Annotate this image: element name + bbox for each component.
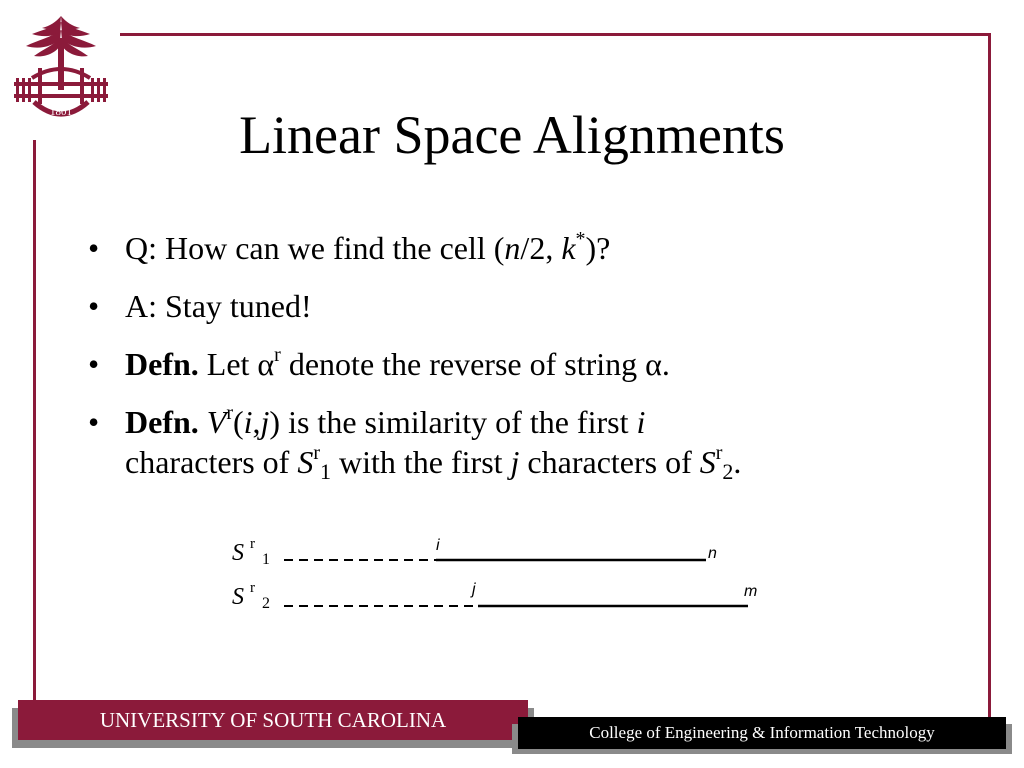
final-period: . bbox=[733, 444, 742, 480]
question-mid: /2, bbox=[520, 230, 562, 266]
bullet-defn-similarity bbox=[88, 402, 968, 482]
r-superscript-3: r bbox=[715, 442, 723, 464]
let-text: Let bbox=[198, 346, 258, 382]
line2-b: with the first bbox=[331, 444, 511, 480]
period: . bbox=[661, 346, 670, 382]
var-j-2: j bbox=[510, 444, 520, 480]
row2-mark-j: j bbox=[472, 581, 476, 598]
row1-S: S bbox=[232, 540, 244, 566]
bullet-marker: • bbox=[88, 288, 100, 324]
line2-a: characters of bbox=[125, 444, 298, 480]
row2-S: S bbox=[232, 584, 244, 610]
slide-title: Linear Space Alignments bbox=[239, 105, 785, 165]
bullet-marker: • bbox=[88, 230, 100, 266]
bullet-answer bbox=[88, 286, 968, 326]
row2-sup: r bbox=[250, 580, 255, 596]
svg-text:1801: 1801 bbox=[50, 106, 72, 118]
row1-sup: r bbox=[250, 536, 255, 552]
open-paren: ( bbox=[232, 404, 244, 440]
college-banner: College of Engineering & Information Technology bbox=[518, 717, 1006, 749]
star-superscript: * bbox=[575, 228, 586, 250]
comma: , bbox=[252, 404, 261, 440]
university-banner: UNIVERSITY OF SOUTH CAROLINA bbox=[18, 700, 528, 740]
row1-end-n: n bbox=[708, 545, 717, 562]
bullet-defn-reverse bbox=[88, 344, 968, 384]
sub-1: 1 bbox=[320, 459, 331, 484]
question-prefix: Q: How can we find the cell ( bbox=[125, 230, 505, 266]
var-n: n bbox=[504, 230, 521, 266]
row2-sub: 2 bbox=[262, 595, 270, 612]
defn-rest-1: is the similarity of the first bbox=[280, 404, 637, 440]
row1-sub: 1 bbox=[262, 551, 270, 568]
sub-2: 2 bbox=[722, 459, 734, 484]
defn-label: Defn. bbox=[125, 346, 199, 382]
bullet-question bbox=[88, 228, 968, 268]
frame-top-border bbox=[120, 33, 991, 36]
r-superscript-2: r bbox=[313, 442, 320, 464]
alpha-symbol: α bbox=[257, 346, 275, 382]
row1-mark-i: i bbox=[436, 537, 440, 554]
defn-label: Defn. bbox=[125, 404, 199, 440]
bullet-marker: • bbox=[88, 404, 100, 440]
var-S: S bbox=[297, 444, 314, 480]
var-i-2: i bbox=[636, 404, 646, 440]
var-k: k bbox=[561, 230, 576, 266]
var-S-2: S bbox=[699, 444, 716, 480]
alpha-symbol-2: α bbox=[645, 346, 662, 382]
answer-text: A: Stay tuned! bbox=[125, 288, 312, 324]
var-j: j bbox=[260, 404, 270, 440]
defn-rest: denote the reverse of string bbox=[280, 346, 646, 382]
frame-left-border bbox=[33, 140, 36, 700]
string-alignment-diagram bbox=[228, 530, 788, 620]
close-paren: ) bbox=[269, 404, 281, 440]
r-superscript: r bbox=[226, 402, 233, 424]
row2-end-m: m bbox=[744, 583, 758, 600]
bullet-marker: • bbox=[88, 346, 100, 382]
bullet-list bbox=[88, 228, 968, 500]
var-i: i bbox=[243, 404, 253, 440]
line2-c: characters of bbox=[519, 444, 700, 480]
var-V: V bbox=[206, 404, 227, 440]
r-superscript: r bbox=[274, 344, 281, 366]
question-suffix: )? bbox=[585, 230, 611, 266]
